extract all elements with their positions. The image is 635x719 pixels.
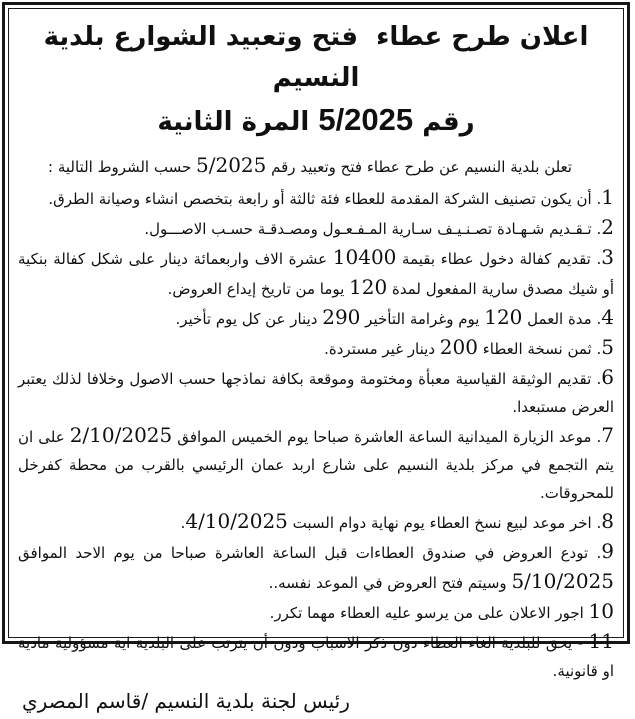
condition-item-8: 8. اخر موعد لبيع نسخ العطاء يوم نهاية دوام السبت 4/10/2025. [180, 509, 614, 533]
signature-line: رئيس لجنة بلدية النسيم /قاسم المصري [22, 689, 350, 713]
title-line-1: اعلان طرح عطاء فتح وتعبيد الشوارع بلدية النسيم [34, 22, 589, 93]
condition-item-5: 5. ثمن نسخة العطاء 200 دينار غير مستردة. [324, 335, 614, 359]
conditions-list [18, 183, 614, 685]
condition-item-10: 10 اجور الاعلان على من يرسو عليه العطاء مهما تكرر. [269, 599, 614, 623]
condition-item-1: 1. أن يكون تصنيف الشركة المقدمة للعطاء فئة ثالثة أو رابعة بتخصص انشاء وصيانة الطرق. [48, 185, 614, 209]
title-line-2: رقم 5/2025 المرة الثانية [157, 102, 475, 137]
announcement-title [18, 17, 614, 143]
announcement-inner-frame [8, 8, 624, 713]
condition-item-6: 6. تقديم الوثيقة القياسية معبأة ومختومة وموقعة بكافة نماذجها حسب الاصول وخلافا لذلك يعتبر العرض مستبعدا. [18, 365, 614, 416]
intro-paragraph: تعلن بلدية النسيم عن طرح عطاء فتح وتعبيد رقم 5/2025 حسب الشروط التالية : [48, 153, 572, 177]
condition-item-11: 11 - يحق للبلدية الغاء العطاء دون ذكر الاسباب ودون أن يترتب على البلدية اية مسؤولية مادية او قانونية. [18, 629, 614, 680]
condition-item-4: 4. مدة العمل 120 يوم وغرامة التأخير 290 دينار عن كل يوم تأخير. [175, 305, 614, 329]
condition-item-3: 3. تقديم كفالة دخول عطاء بقيمة 10400 عشرة الاف واربعمائة دينار على شكل كفالة بنكية أو شيك مصدق سارية المفعول لمدة 120 يوما من تاريخ إيداع العروض. [18, 245, 614, 299]
condition-item-9: 9. تودع العروض في صندوق العطاءات قبل الساعة العاشرة صباحا من يوم الاحد الموافق 5/10/2025 وسيتم فتح العروض في الموعد نفسه.. [18, 539, 614, 593]
condition-item-7: 7. موعد الزيارة الميدانية الساعة العاشرة صباحا يوم الخميس الموافق 2/10/2025 على ان يتم التجمع في مركز بلدية النسيم على شارع اربد عمان الرئيسي بالقرب من محطة كفرخل للمحروقات. [18, 423, 614, 502]
condition-item-2: 2. تـقـديم شـهـادة تصـنـيـف سـارية المـفـعـول ومصـدقـة حسـب الاصـــول. [144, 215, 614, 239]
announcement-outer-border [2, 2, 630, 713]
